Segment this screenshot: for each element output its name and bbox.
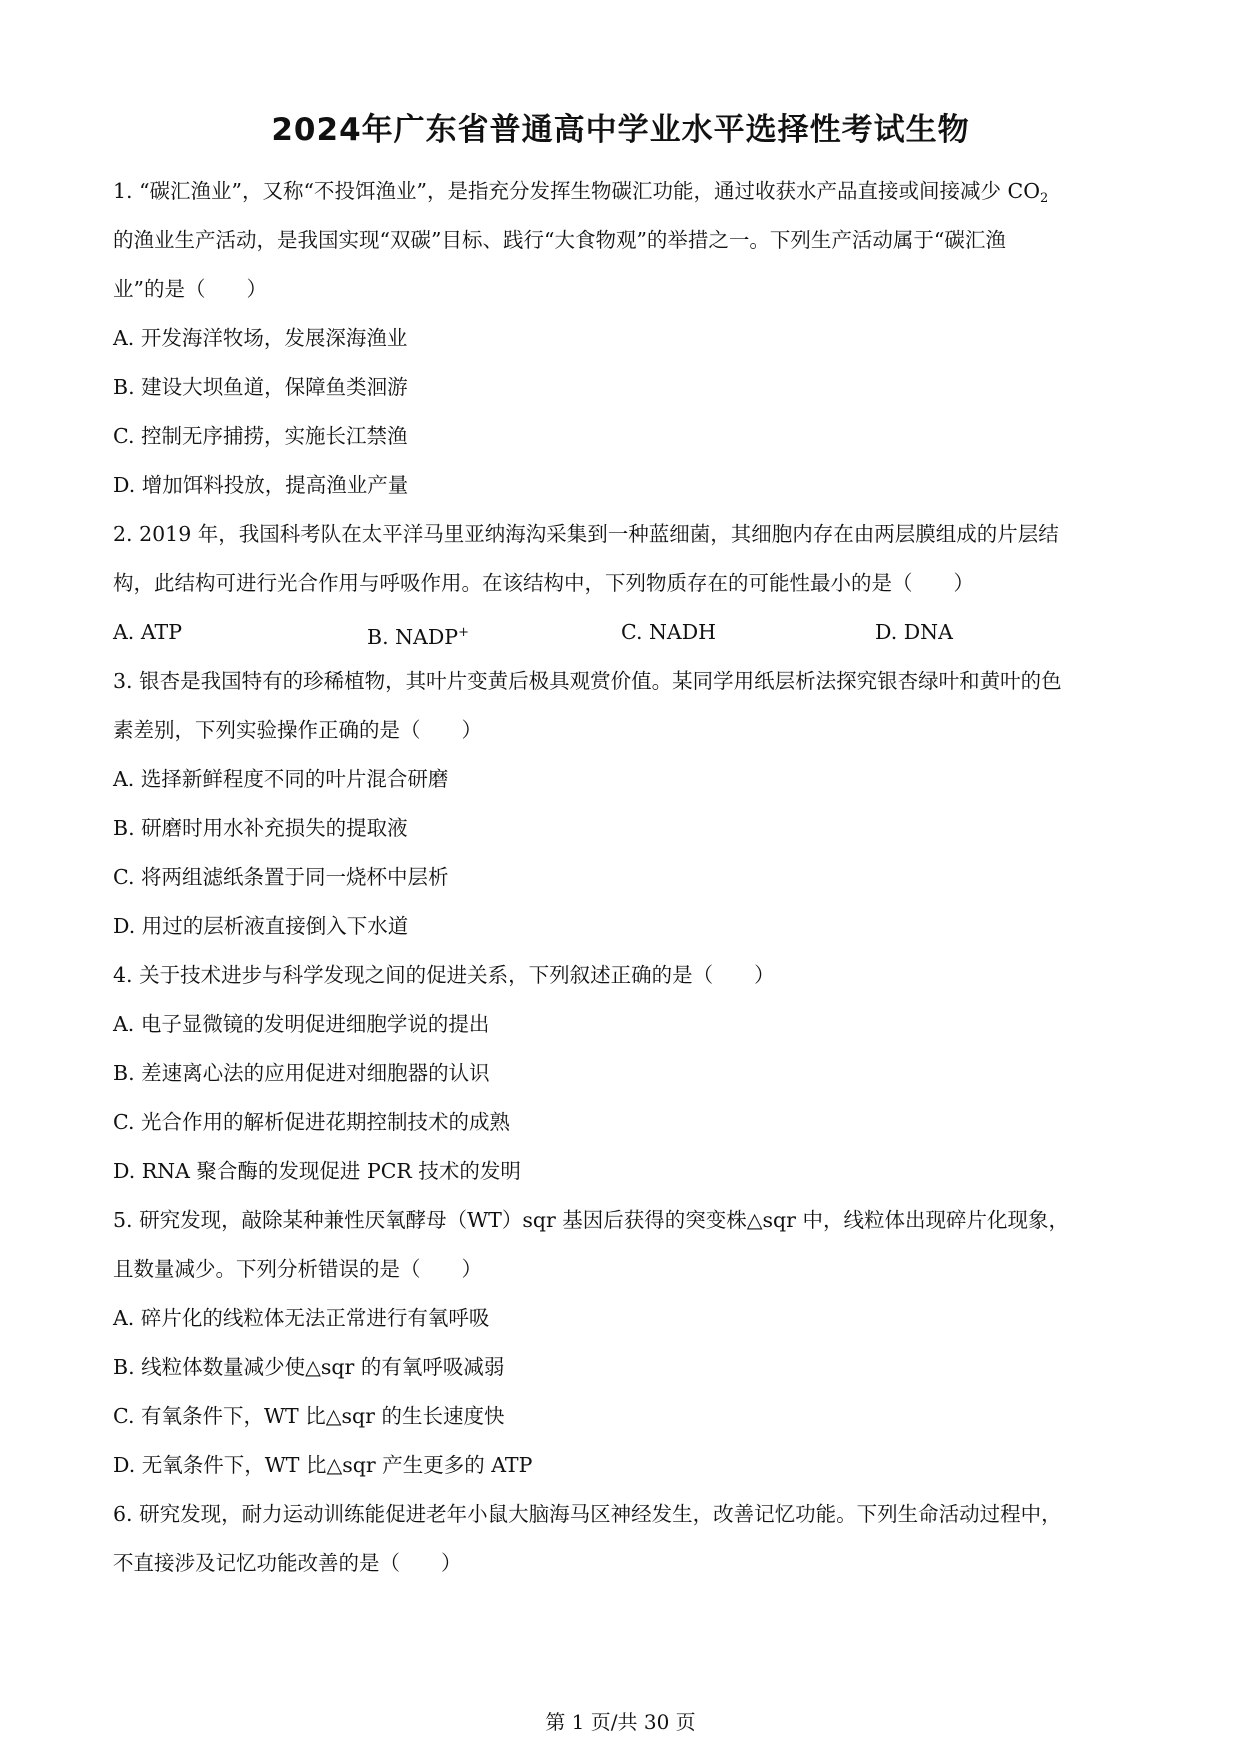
- question-6-line-2: 不直接涉及记忆功能改善的是（ ）: [113, 1551, 462, 1575]
- question-4-line-1: 4. 关于技术进步与科学发现之间的促进关系，下列叙述正确的是（ ）: [113, 963, 775, 987]
- question-5-option-d: D. 无氧条件下，WT 比△sqr 产生更多的 ATP: [113, 1453, 533, 1477]
- question-1-option-b: B. 建设大坝鱼道，保障鱼类洄游: [113, 375, 408, 399]
- question-2-option-a: A. ATP: [113, 620, 182, 644]
- question-5-line-1: 5. 研究发现，敲除某种兼性厌氧酵母（WT）sqr 基因后获得的突变株△sqr 中，线粒体出现碎片化现象，: [113, 1208, 1070, 1232]
- page-title: 2024年广东省普通高中学业水平选择性考试生物: [271, 112, 970, 148]
- question-1-line-3: 业”的是（ ）: [113, 277, 267, 301]
- question-3-option-b: B. 研磨时用水补充损失的提取液: [113, 816, 408, 840]
- question-2-option-b-text: B. NADP: [367, 625, 459, 649]
- question-3-option-d: D. 用过的层析液直接倒入下水道: [113, 914, 409, 938]
- question-3-line-2: 素差别，下列实验操作正确的是（ ）: [113, 718, 482, 742]
- nadp-superscript: +: [458, 625, 469, 640]
- question-4-option-b: B. 差速离心法的应用促进对细胞器的认识: [113, 1061, 490, 1085]
- question-6-line-1: 6. 研究发现，耐力运动训练能促进老年小鼠大脑海马区神经发生，改善记忆功能。下列生命活动过程中，: [113, 1502, 1062, 1526]
- question-1-line-1: [113, 167, 1129, 216]
- question-2-line-2: 构，此结构可进行光合作用与呼吸作用。在该结构中，下列物质存在的可能性最小的是（ ）: [113, 571, 974, 595]
- question-1-option-a: A. 开发海洋牧场，发展深海渔业: [113, 326, 408, 350]
- question-2-option-c: C. NADH: [621, 620, 717, 644]
- question-4-option-c: C. 光合作用的解析促进花期控制技术的成熟: [113, 1110, 510, 1134]
- question-1-option-c: C. 控制无序捕捞，实施长江禁渔: [113, 424, 408, 448]
- question-3-option-a: A. 选择新鲜程度不同的叶片混合研磨: [113, 767, 449, 791]
- question-5-option-a: A. 碎片化的线粒体无法正常进行有氧呼吸: [113, 1306, 490, 1330]
- question-2-options: [113, 608, 1129, 657]
- page-footer: 第 1 页/共 30 页: [545, 1710, 696, 1734]
- question-2-line-1: 2. 2019 年，我国科考队在太平洋马里亚纳海沟采集到一种蓝细菌，其细胞内存在由两层膜组成的片层结: [113, 522, 1059, 546]
- question-2-option-b: [367, 608, 621, 657]
- co2-subscript: 2: [1040, 191, 1049, 206]
- question-4-option-d: D. RNA 聚合酶的发现促进 PCR 技术的发明: [113, 1159, 521, 1183]
- question-1-option-d: D. 增加饵料投放，提高渔业产量: [113, 473, 409, 497]
- question-4-option-a: A. 电子显微镜的发明促进细胞学说的提出: [113, 1012, 490, 1036]
- question-1-line-2: 的渔业生产活动，是我国实现“双碳”目标、践行“大食物观”的举措之一。下列生产活动属于“碳汇渔: [113, 228, 1006, 252]
- question-5-line-2: 且数量减少。下列分析错误的是（ ）: [113, 1257, 482, 1281]
- question-3-option-c: C. 将两组滤纸条置于同一烧杯中层析: [113, 865, 449, 889]
- question-2-option-d: D. DNA: [875, 620, 953, 644]
- question-1-text: 1. “碳汇渔业”，又称“不投饵渔业”，是指充分发挥生物碳汇功能，通过收获水产品直接或间接减少 CO: [113, 179, 1041, 203]
- question-5-option-c: C. 有氧条件下，WT 比△sqr 的生长速度快: [113, 1404, 505, 1428]
- question-list: [113, 167, 1129, 1588]
- question-3-line-1: 3. 银杏是我国特有的珍稀植物，其叶片变黄后极具观赏价值。某同学用纸层析法探究银杏绿叶和黄叶的色: [113, 669, 1062, 693]
- question-5-option-b: B. 线粒体数量减少使△sqr 的有氧呼吸减弱: [113, 1355, 505, 1379]
